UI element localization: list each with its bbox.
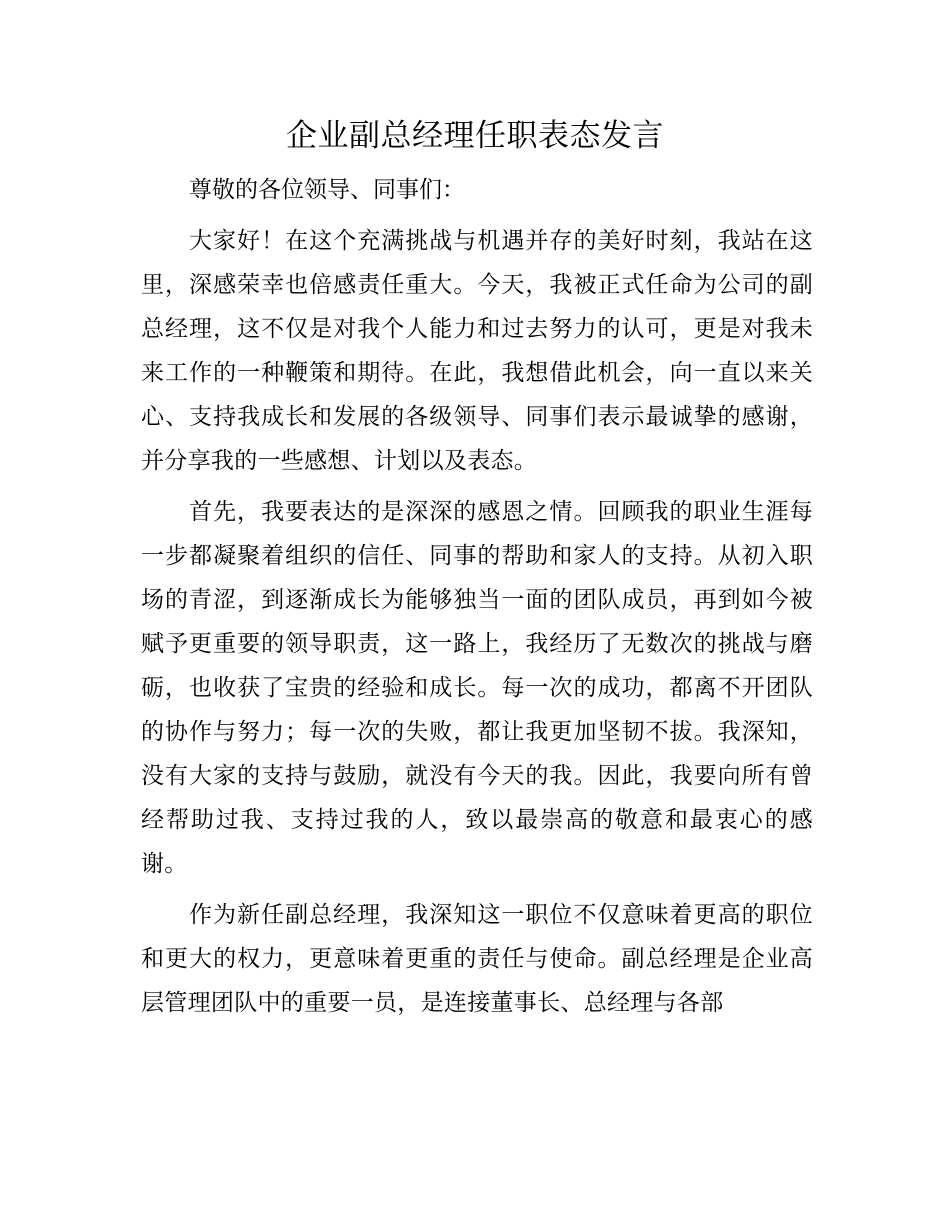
paragraph-3: 作为新任副总经理，我深知这一职位不仅意味着更高的职位和更大的权力，更意味着更重的责任与使命。副总经理是企业高层管理团队中的重要一员，是连接董事长、总经理与各部: [141, 902, 813, 1016]
document-body: [141, 168, 813, 1032]
document-title: 企业副总经理任职表态发言: [286, 118, 664, 154]
paragraph-2: 首先，我要表达的是深深的感恩之情。回顾我的职业生涯每一步都凝聚着组织的信任、同事的帮助和家人的支持。从初入职场的青涩，到逐渐成长为能够独当一面的团队成员，再到如今被赋予更重要的领导职责，这一路上，我经历了无数次的挑战与磨砺，也收获了宝贵的经验和成长。每一次的成功，都离不开团队的协作与努力；每一次的失败，都让我更加坚韧不拔。我深知，没有大家的支持与鼓励，就没有今天的我。因此，我要向所有曾经帮助过我、支持过我的人，致以最崇高的敬意和最衷心的感谢。: [141, 499, 813, 877]
paragraph-1: 大家好！在这个充满挑战与机遇并存的美好时刻，我站在这里，深感荣幸也倍感责任重大。今天，我被正式任命为公司的副总经理，这不仅是对我个人能力和过去努力的认可，更是对我未来工作的一种鞭策和期待。在此，我想借此机会，向一直以来关心、支持我成长和发展的各级领导、同事们表示最诚挚的感谢，并分享我的一些感想、计划以及表态。: [141, 228, 813, 474]
salutation: 尊敬的各位领导、同事们：: [189, 177, 465, 203]
